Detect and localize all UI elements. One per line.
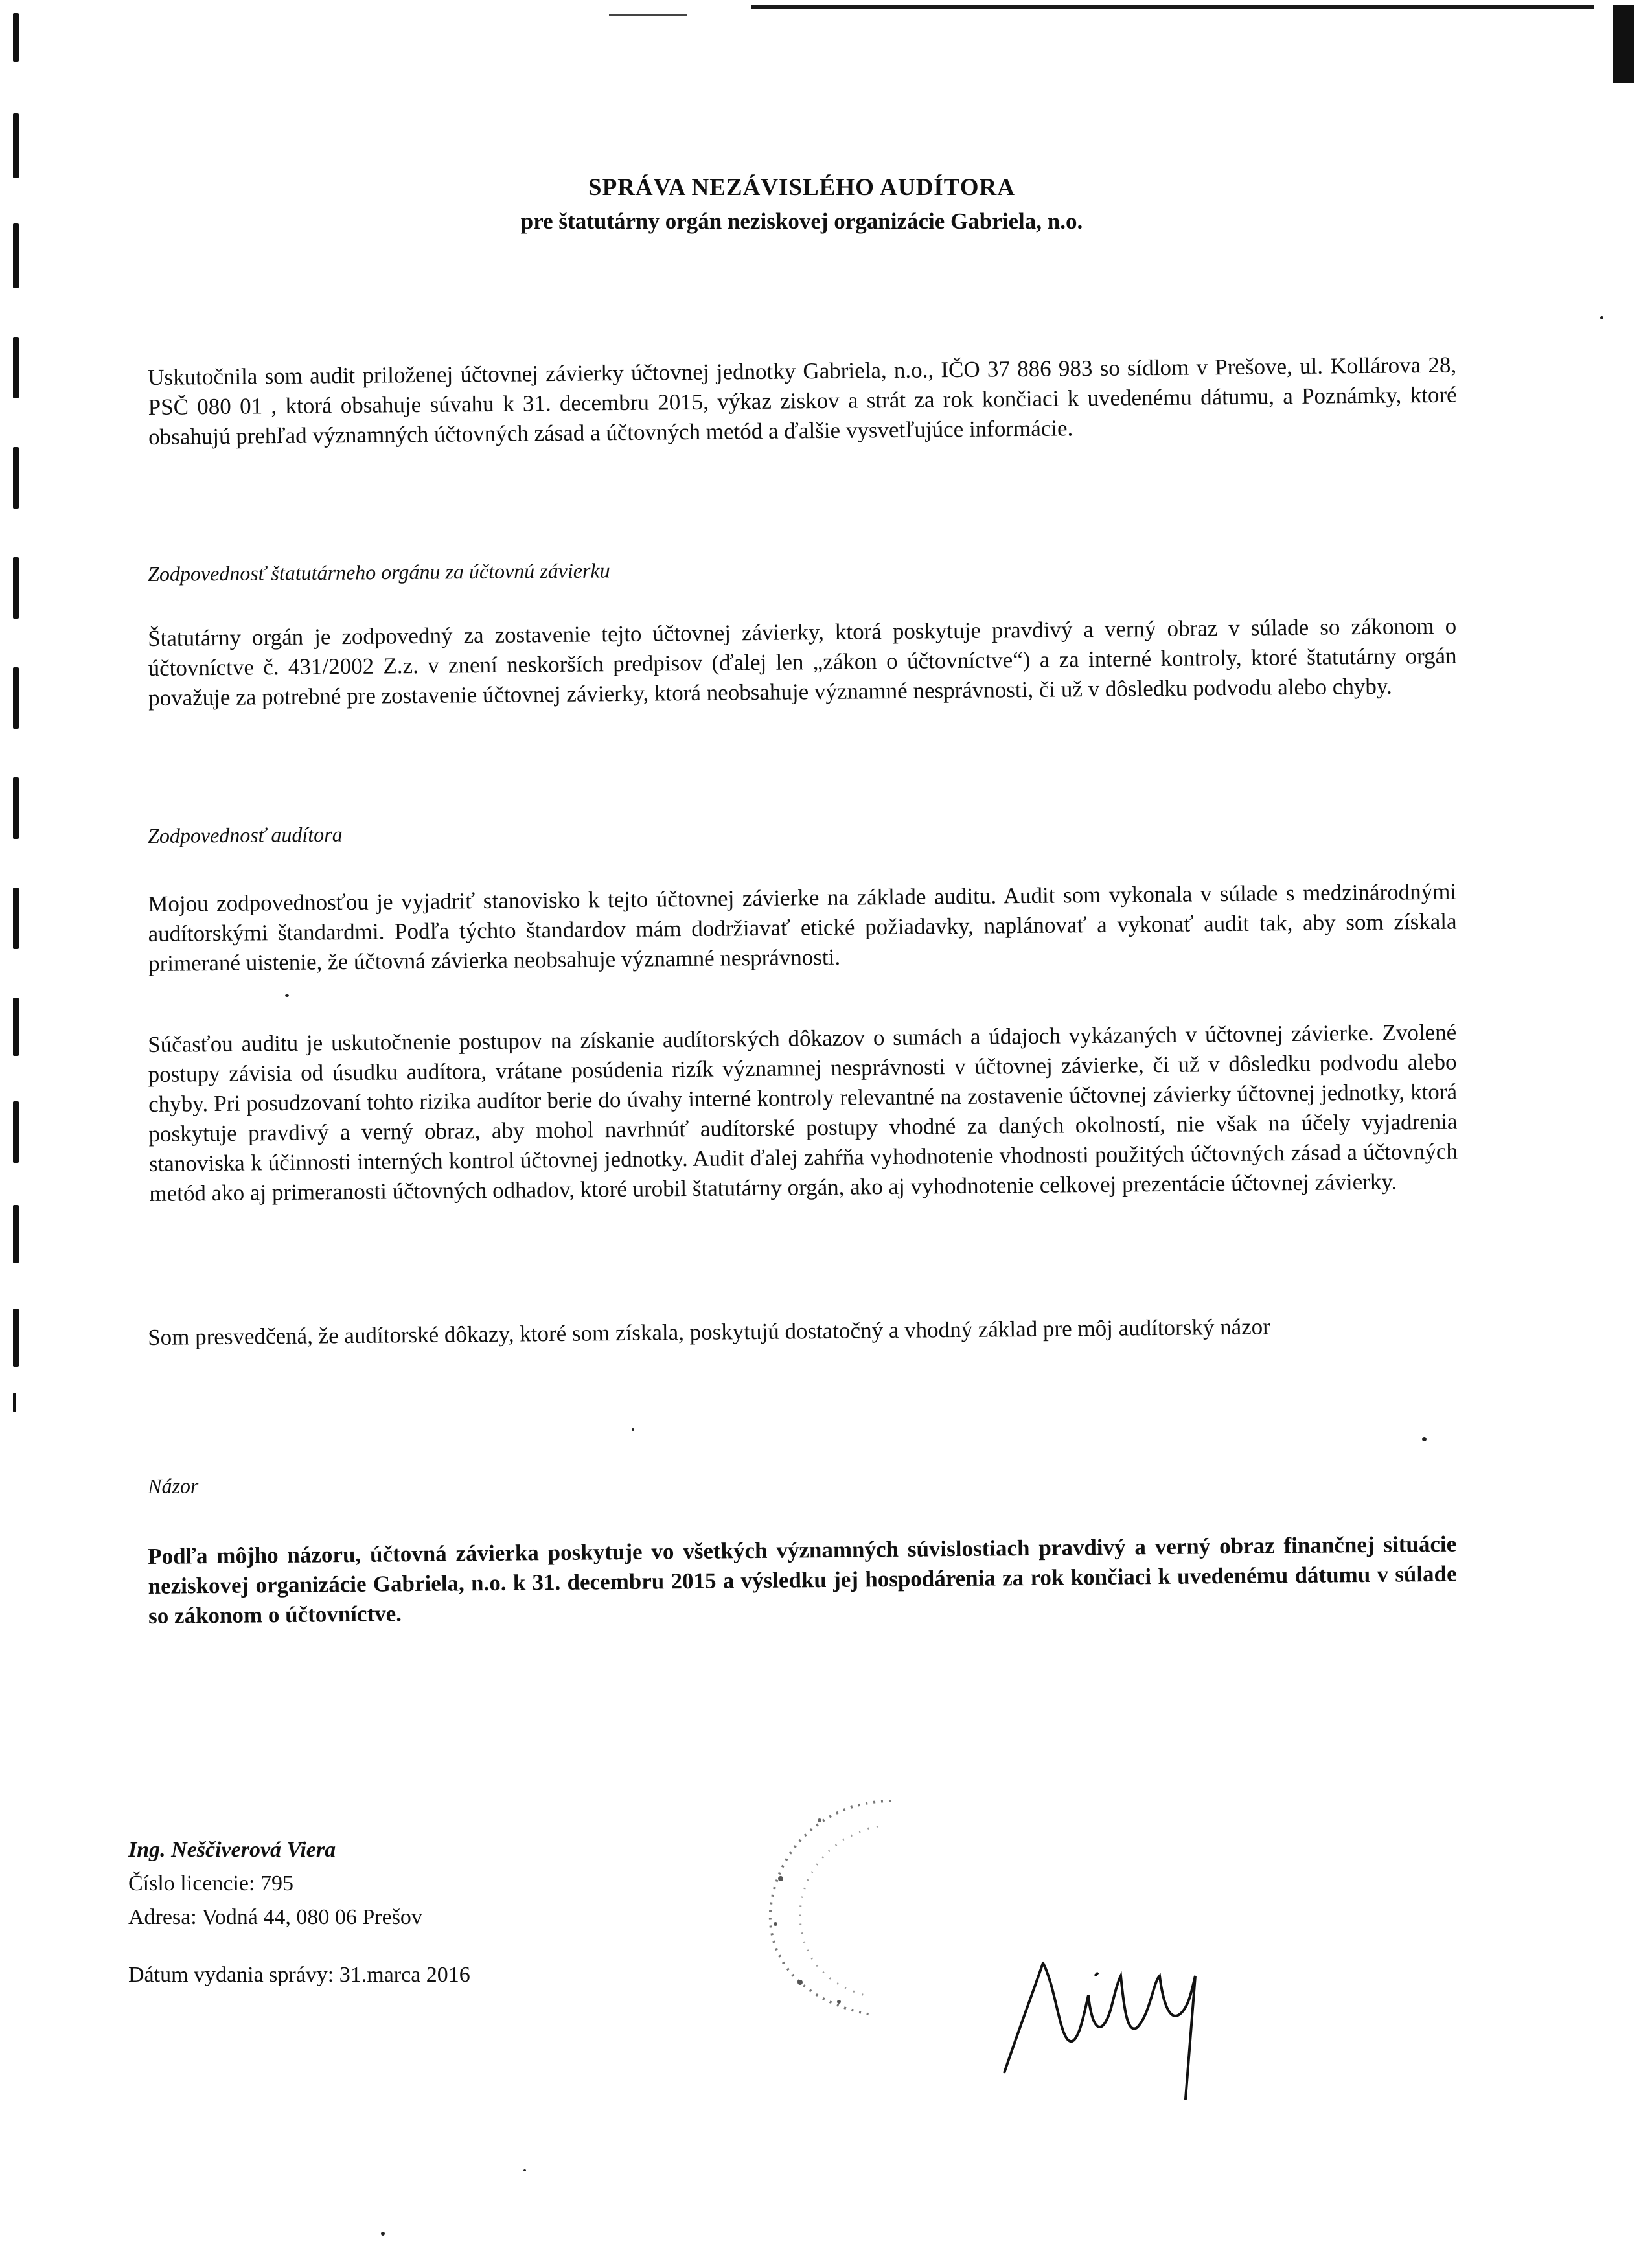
license-number: Číslo licencie: 795 <box>128 1872 293 1896</box>
binding-mark <box>13 1393 16 1412</box>
scan-speck <box>632 1428 634 1431</box>
faded-stamp-image <box>742 1788 910 2021</box>
binding-mark <box>13 777 19 839</box>
binding-mark <box>13 557 19 619</box>
opinion-paragraph: Podľa môjho názoru, účtovná závierka poskytuje vo všetkých významných súvislostiach pravdivý a verný obraz finančnej situácie neziskovej organizácie Gabriela, n.o. k 31. decembru 2015 a výsledku jej hospodárenia za rok končiaci k uvedenému dátumu v súlade so zákonom o účtovníctve. <box>148 1531 1457 1629</box>
binding-mark <box>13 113 19 178</box>
scan-speck <box>381 2232 385 2236</box>
binding-mark <box>13 1309 19 1367</box>
scan-edge-line <box>751 5 1594 9</box>
binding-mark <box>13 888 19 949</box>
handwritten-signature <box>998 1937 1244 2105</box>
binding-mark <box>13 337 19 398</box>
scan-speck <box>1600 316 1603 319</box>
binding-mark <box>13 667 19 729</box>
binding-mark <box>13 1205 19 1263</box>
scan-speck <box>285 994 289 997</box>
audit-evidence-paragraph: Som presvedčená, že audítorské dôkazy, ktoré som získala, poskytujú dostatočný a vhodný základ pre môj audítorský názor <box>148 1314 1270 1350</box>
signatory-name: Ing. Neščiverová Viera <box>128 1838 336 1862</box>
binding-mark <box>13 13 19 62</box>
scan-speck <box>523 2169 526 2171</box>
issue-date: Dátum vydania správy: 31.marca 2016 <box>128 1963 470 1987</box>
scan-edge-line <box>609 14 687 16</box>
report-subtitle: pre štatutárny orgán neziskovej organizácie Gabriela, n.o. <box>520 209 1083 234</box>
binding-mark <box>13 1101 19 1163</box>
audit-procedures-paragraph: Súčasťou auditu je uskutočnenie postupov na získanie audítorských dôkazov o sumách a údajoch vykázaných v účtovnej závierke. Zvolené postupy závisia od úsudku audítora, vrátane posúdenia rizík významnej nesprávnosti v účtovnej závierke, či už v dôsledku podvodu alebo chyby. Pri posudzovaní tohto rizika audítor berie do úvahy interné kontroly relevantné na zostavenie účtovnej závierky účtovnej jednotky, ktorá poskytuje pravdivý a verný obraz, aby mohol navrhnúť audítorské postupy vhodné za daných okolností, nie však na účely vyjadrenia stanoviska k účinnosti interných kontrol účtovnej jednotky. Audit ďalej zahŕňa vyhodnotenie vhodnosti použitých účtovných zásad a účtovných metód ako aj primeranosti účtovných odhadov, ktoré urobil štatutárny orgán, ako aj vyhodnotenie celkovej prezentácie účtovnej závierky. <box>148 1019 1458 1206</box>
report-title: SPRÁVA NEZÁVISLÉHO AUDÍTORA <box>588 174 1015 201</box>
binding-mark <box>13 998 19 1056</box>
binding-mark <box>13 447 19 509</box>
section-heading-opinion: Názor <box>148 1474 199 1498</box>
signatory-block <box>128 1833 422 1934</box>
scan-corner-mark <box>1613 5 1634 83</box>
scan-speck <box>1422 1437 1427 1441</box>
signatory-address: Adresa: Vodná 44, 080 06 Prešov <box>128 1905 422 1929</box>
section-heading-statutory: Zodpovednosť štatutárneho orgánu za účtovnú závierku <box>148 558 610 586</box>
statutory-responsibility-paragraph: Štatutárny orgán je zodpovedný za zostavenie tejto účtovnej závierky, ktorá poskytuje pravdivý a verný obraz v súlade so zákonom o účtovníctve č. 431/2002 Z.z. v znení neskorších predpisov (ďalej len „zákon o účtovníctve“) a za interné kontroly, ktoré štatutárny orgán považuje za potrebné pre zostavenie účtovnej závierky, ktorá neobsahuje významné nesprávnosti, či už v dôsledku podvodu alebo chyby. <box>148 613 1457 711</box>
intro-paragraph: Uskutočnila som audit priloženej účtovnej závierky účtovnej jednotky Gabriela, n.o., IČO 37 886 983 so sídlom v Prešove, ul. Kollárova 28, PSČ 080 01 , ktorá obsahuje súvahu k 31. decembru 2015, výkaz ziskov a strát za rok končiaci k uvedenému dátumu, a Poznámky, ktoré obsahujú prehľad významných účtovných zásad a účtovných metód a ďalšie vysvetľujúce informácie. <box>148 352 1457 450</box>
section-heading-auditor: Zodpovednosť audítora <box>148 822 343 847</box>
auditor-responsibility-paragraph: Mojou zodpovednosťou je vyjadriť stanovisko k tejto účtovnej závierke na základe auditu. Audit som vykonala v súlade s medzinárodnými audítorskými štandardmi. Podľa týchto štandardov mám dodržiavať etické požiadavky, naplánovať a vykonať audit tak, aby som získala primerané uistenie, že účtovná závierka neobsahuje významné nesprávnosti. <box>148 878 1457 976</box>
